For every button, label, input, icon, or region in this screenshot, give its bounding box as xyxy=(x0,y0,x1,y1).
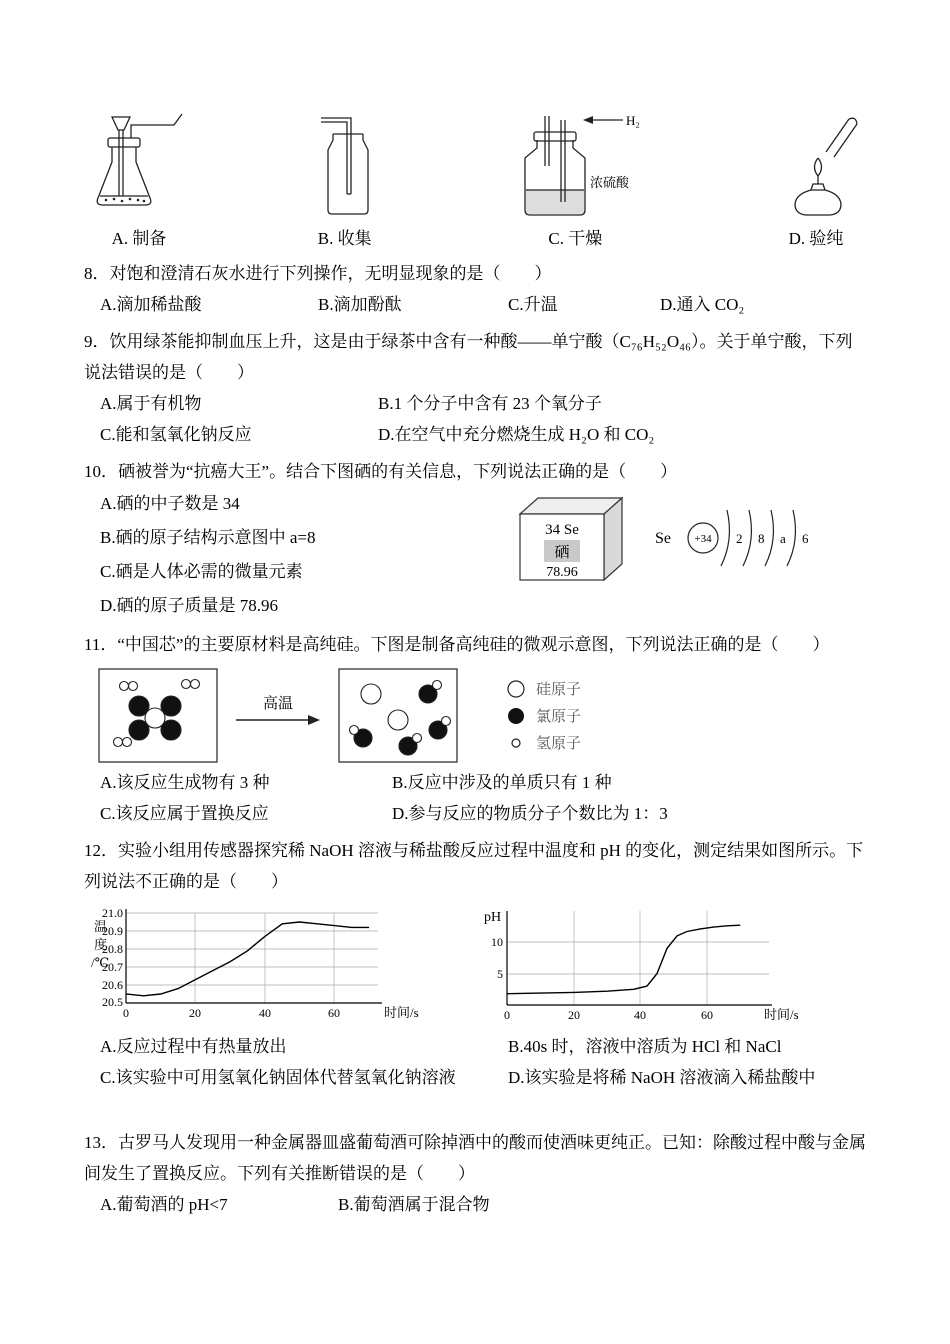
question-13-text: 13．古罗马人发现用一种金属器皿盛葡萄酒可除掉酒中的酸而使酒味更纯正。已知：除酸过程中酸与金属间发生了置换反应。下列有关推断错误的是（ ） xyxy=(84,1133,866,1183)
ph-ylabel: pH xyxy=(484,910,502,925)
chlorine-atom-icon xyxy=(506,706,526,726)
q12-option-c: C.该实验中可用氢氧化钠固体代替氢氧化钠溶液 xyxy=(100,1068,456,1087)
question-12-options-row2 xyxy=(84,1062,866,1093)
apparatus-b-label: B. 收集 xyxy=(317,229,372,248)
question-8 xyxy=(84,258,866,320)
question-10 xyxy=(84,456,866,623)
shell-4-electrons: 6 xyxy=(802,531,809,546)
temp-ytick-20.5: 20.5 xyxy=(102,995,123,1009)
temp-ytick-20.6: 20.6 xyxy=(102,978,123,992)
shell-2-electrons: 8 xyxy=(758,531,765,546)
q11-option-a: A.该反应生成物有 3 种 xyxy=(100,773,270,792)
question-11-options-row1 xyxy=(84,767,866,798)
q9-option-b: B.1 个分子中含有 23 个氧分子 xyxy=(378,394,602,413)
ph-xtick-20: 20 xyxy=(568,1008,580,1022)
shell-3-electrons: a xyxy=(780,531,786,546)
question-9 xyxy=(84,326,866,450)
atom-symbol: Se xyxy=(655,530,671,547)
gas-collection-bottle-icon xyxy=(305,110,385,226)
q8-option-a: A.滴加稀盐酸 xyxy=(100,295,202,314)
ph-xtick-0: 0 xyxy=(504,1008,510,1022)
q10-option-a: A.硒的中子数是 34 xyxy=(100,494,240,513)
legend-chlorine xyxy=(506,705,581,726)
temp-xtick-60: 60 xyxy=(328,1006,340,1020)
q11-option-d: D.参与反应的物质分子个数比为 1：3 xyxy=(392,804,668,823)
apparatus-a xyxy=(84,110,194,252)
q11-option-c: C.该反应属于置换反应 xyxy=(100,804,269,823)
element-mass: 78.96 xyxy=(546,565,578,580)
apparatus-d xyxy=(766,110,866,252)
question-12-text: 12．实验小组用传感器探究稀 NaOH 溶液与稀盐酸反应过程中温度和 pH 的变化，测定结果如图所示。下列说法不正确的是（ ） xyxy=(84,841,864,891)
q10-option-d: D.硒的原子质量是 78.96 xyxy=(100,596,279,615)
hydrogen-atom-icon xyxy=(506,733,526,753)
question-13-options xyxy=(84,1189,866,1220)
ph-ytick-5: 5 xyxy=(497,967,503,981)
products-box-icon xyxy=(338,668,458,763)
atomic-structure-icon xyxy=(653,490,828,585)
alcohol-lamp-icon xyxy=(766,110,866,226)
reactants-box-icon xyxy=(98,668,218,763)
legend-silicon xyxy=(506,678,581,699)
apparatus-d-label: D. 验纯 xyxy=(788,229,844,248)
legend-silicon-label: 硅原子 xyxy=(536,682,582,698)
periodic-table-cell-icon xyxy=(512,490,627,585)
q8-option-c: C.升温 xyxy=(508,295,558,314)
question-8-options xyxy=(84,289,866,320)
temp-ytick-21.0: 21.0 xyxy=(102,906,123,920)
question-9-options-row2 xyxy=(84,419,866,450)
legend-hydrogen-label: 氢原子 xyxy=(536,736,582,752)
question-8-text: 8．对饱和澄清石灰水进行下列操作，无明显现象的是（ ） xyxy=(84,264,552,283)
flask-generator-icon xyxy=(84,110,194,226)
q9-option-a: A.属于有机物 xyxy=(100,394,202,413)
legend-hydrogen xyxy=(506,732,581,753)
ph-curve xyxy=(507,925,740,994)
apparatus-figure-row xyxy=(84,110,866,252)
ph-xlabel: 时间/s xyxy=(764,1007,799,1022)
q12-option-a: A.反应过程中有热量放出 xyxy=(100,1037,287,1056)
sensor-charts xyxy=(86,905,866,1025)
question-12 xyxy=(84,835,866,1093)
ph-ytick-10: 10 xyxy=(491,935,503,949)
selenium-figure xyxy=(512,490,828,585)
legend-chlorine-label: 氯原子 xyxy=(536,709,582,725)
sulfuric-acid-label: 浓硫酸 xyxy=(590,175,630,190)
q10-option-b: B.硒的原子结构示意图中 a=8 xyxy=(100,528,316,547)
q9-option-d: D.在空气中充分燃烧生成 H₂O 和 CO₂ xyxy=(378,425,655,444)
temp-ylabel-3: /℃ xyxy=(91,955,110,970)
apparatus-c-label: C. 干燥 xyxy=(548,229,603,248)
question-9-options-row1 xyxy=(84,388,866,419)
temp-ylabel-2: 度 xyxy=(94,937,108,952)
temp-ytick-20.7: 20.7 xyxy=(102,960,123,974)
reaction-condition: 高温 xyxy=(262,696,294,712)
question-11 xyxy=(84,629,866,829)
temp-ytick-20.9: 20.9 xyxy=(102,924,123,938)
shell-1-electrons: 2 xyxy=(736,531,743,546)
micro-diagram xyxy=(98,668,866,763)
temp-ytick-20.8: 20.8 xyxy=(102,942,123,956)
nucleus-charge: +34 xyxy=(694,533,712,545)
question-12-options-row1 xyxy=(84,1031,866,1062)
reaction-arrow-icon xyxy=(232,668,324,763)
temp-xtick-20: 20 xyxy=(189,1006,201,1020)
apparatus-b xyxy=(305,110,385,252)
temp-ylabel-1: 温 xyxy=(94,919,108,934)
question-13 xyxy=(84,1127,866,1220)
question-11-text: 11．“中国芯”的主要原材料是高纯硅。下图是制备高纯硅的微观示意图，下列说法正确的是（ ） xyxy=(84,635,830,654)
temp-xtick-0: 0 xyxy=(123,1006,129,1020)
element-number-symbol: 34 Se xyxy=(545,522,579,538)
h2-gas-label: H₂ xyxy=(626,113,641,128)
apparatus-a-label: A. 制备 xyxy=(111,229,167,248)
q10-option-c: C.硒是人体必需的微量元素 xyxy=(100,562,303,581)
element-name: 硒 xyxy=(554,545,570,561)
ph-xtick-60: 60 xyxy=(701,1008,713,1022)
h2-arrow-icon xyxy=(583,116,593,124)
question-11-options-row2 xyxy=(84,798,866,829)
apparatus-c xyxy=(495,110,655,252)
q8-option-b: B.滴加酚酞 xyxy=(318,295,402,314)
atom-legend xyxy=(506,678,581,753)
q13-option-a: A.葡萄酒的 pH<7 xyxy=(100,1195,228,1214)
silicon-atom-icon xyxy=(506,679,526,699)
gas-washing-bottle-icon xyxy=(495,110,655,226)
ph-xtick-40: 40 xyxy=(634,1008,646,1022)
q8-option-d: D.通入 CO₂ xyxy=(660,295,745,314)
question-10-text: 10．硒被誉为“抗癌大王”。结合下图硒的有关信息，下列说法正确的是（ ） xyxy=(84,462,678,481)
temp-xlabel: 时间/s xyxy=(384,1005,419,1020)
q12-option-b: B.40s 时，溶液中溶质为 HCl 和 NaCl xyxy=(508,1037,782,1056)
q12-option-d: D.该实验是将稀 NaOH 溶液滴入稀盐酸中 xyxy=(508,1068,816,1087)
q13-option-b: B.葡萄酒属于混合物 xyxy=(338,1195,490,1214)
question-9-text: 9．饮用绿茶能抑制血压上升，这是由于绿茶中含有一种酸——单宁酸（C₇₆H₅₂O₄₆）。关于单宁酸，下列说法错误的是（ ） xyxy=(84,332,853,382)
temp-xtick-40: 40 xyxy=(259,1006,271,1020)
ph-chart xyxy=(482,905,812,1025)
q11-option-b: B.反应中涉及的单质只有 1 种 xyxy=(392,773,612,792)
q9-option-c: C.能和氢氧化钠反应 xyxy=(100,425,252,444)
temperature-chart xyxy=(86,905,436,1025)
